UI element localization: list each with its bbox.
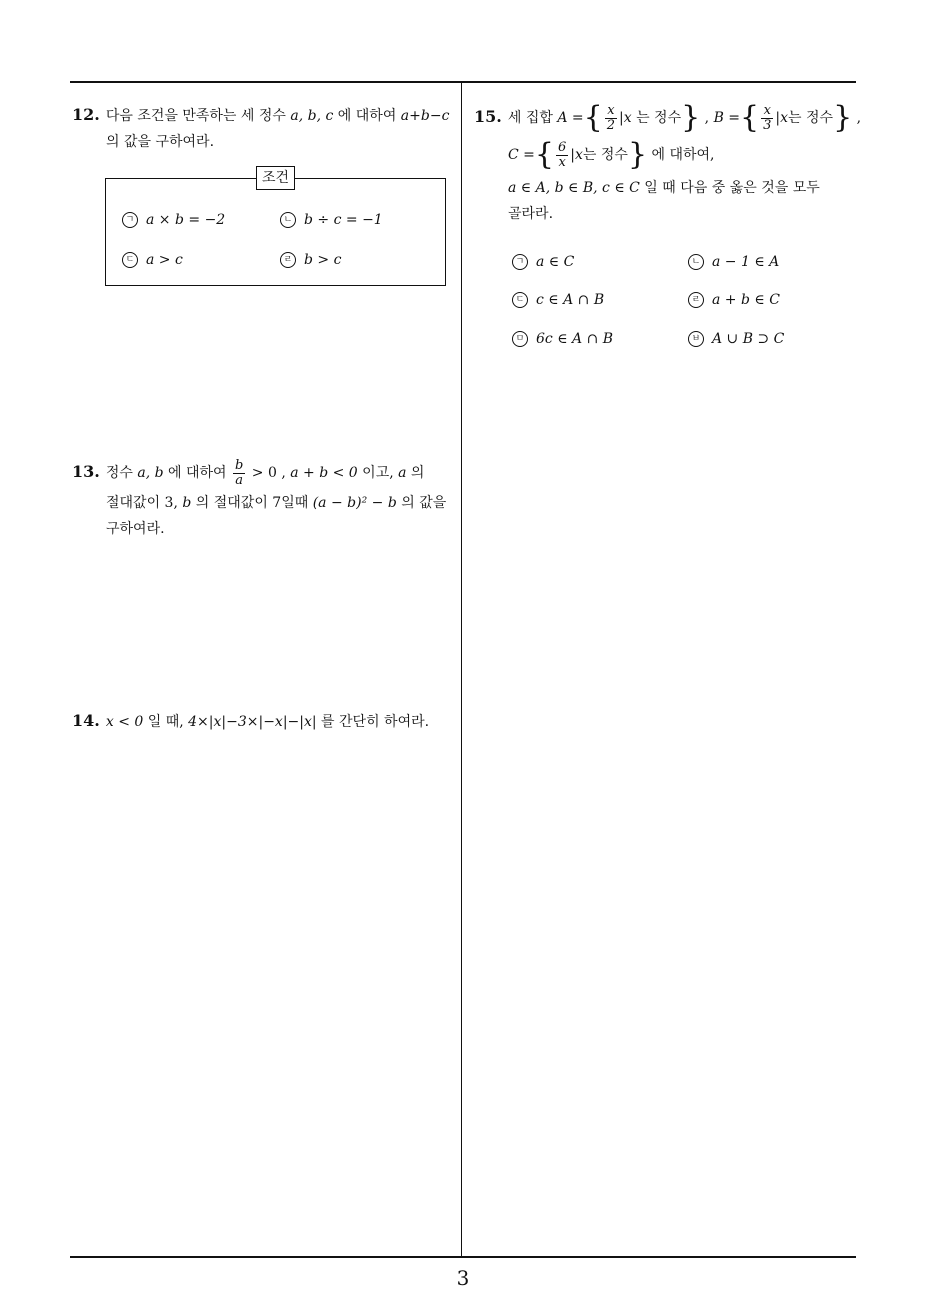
choice-expr: c ∈ A ∩ B	[536, 292, 605, 308]
choice-expr: a − 1 ∈ A	[712, 254, 780, 270]
set-a-label: A =	[557, 110, 584, 126]
problem-number: 14.	[72, 711, 100, 730]
math-var: |x	[570, 147, 583, 163]
choice-expr: 6c ∈ A ∩ B	[536, 331, 614, 347]
math-vars: a, b, c	[290, 108, 334, 124]
fraction	[556, 141, 568, 170]
problem-12	[72, 102, 457, 155]
math-expr: 4×|x|−3×|−x|−|x|	[188, 714, 317, 730]
condition-expr: b ÷ c = −1	[304, 212, 383, 228]
math-var: b	[182, 495, 192, 511]
math-expr: a ∈ A, b ∈ B, c ∈ C	[508, 180, 640, 196]
problem-text: 의 절대값이 7일때	[191, 495, 313, 511]
denominator: a	[235, 472, 244, 488]
choice-expr: A ∪ B ⊃ C	[712, 331, 785, 347]
condition-expr: a × b = −2	[146, 212, 226, 228]
problem-text: 세 집합	[507, 110, 558, 126]
left-brace-icon: {	[740, 100, 760, 135]
problem-text: 정수	[105, 465, 138, 481]
circled-marker: ㄷ	[512, 292, 528, 308]
problem-13	[72, 455, 457, 542]
choice-expr: a + b ∈ C	[712, 292, 780, 308]
problem-text: 골라라.	[508, 206, 554, 222]
condition-item	[280, 210, 383, 230]
problem-text: 절대값이 3,	[106, 495, 183, 511]
column-divider	[461, 82, 462, 1257]
circled-marker: ㄱ	[512, 254, 528, 270]
condition-item	[122, 250, 183, 270]
choice-item	[512, 329, 613, 349]
condition-label: 조건	[256, 166, 295, 190]
numerator: x	[605, 104, 617, 119]
left-brace-icon: {	[583, 100, 603, 135]
fraction	[233, 459, 245, 488]
math-var: |x	[775, 110, 789, 126]
numerator: b	[235, 457, 244, 473]
problem-text: 는 정수	[631, 110, 682, 126]
problem-14	[72, 708, 457, 735]
denominator: x	[558, 154, 566, 170]
circled-marker: ㄷ	[122, 252, 138, 268]
circled-marker: ㄴ	[280, 212, 296, 228]
math-vars: a, b	[137, 465, 164, 481]
math-var: a	[398, 465, 407, 481]
fraction	[605, 104, 617, 133]
condition-expr: b > c	[304, 252, 342, 268]
math-expr: x < 0	[105, 714, 144, 730]
right-brace-icon: }	[681, 100, 701, 135]
bottom-rule	[70, 1256, 856, 1258]
choice-expr: a ∈ C	[536, 254, 575, 270]
math-expr: a+b−c	[400, 108, 450, 124]
problem-text: 구하여라.	[106, 521, 165, 537]
problem-text: 의 값을 구하여라.	[106, 134, 215, 150]
problem-text: ,	[700, 110, 714, 126]
set-b-label: B =	[713, 110, 741, 126]
right-brace-icon: }	[833, 100, 853, 135]
circled-marker: ㅁ	[512, 331, 528, 347]
choice-item	[688, 290, 780, 310]
right-brace-icon: }	[627, 137, 648, 172]
problem-15	[474, 100, 862, 227]
problem-text: 는 정수	[788, 110, 834, 126]
problem-text: 에 대하여,	[647, 147, 715, 163]
problem-text: 에 대하여	[163, 465, 232, 481]
circled-marker: ㄱ	[122, 212, 138, 228]
problem-text: > 0 ,	[247, 465, 291, 481]
condition-item	[280, 250, 341, 270]
denominator: 3	[763, 117, 772, 133]
circled-marker: ㄹ	[688, 292, 704, 308]
problem-text: 의 값을	[396, 495, 447, 511]
math-var: |x	[619, 110, 632, 126]
choice-item	[688, 252, 779, 272]
denominator: 2	[606, 117, 615, 133]
circled-marker: ㄴ	[688, 254, 704, 270]
set-c-label: C =	[508, 147, 535, 163]
choice-item	[512, 252, 574, 272]
problem-number: 12.	[72, 105, 100, 124]
problem-text: 에 대하여	[333, 108, 401, 124]
problem-text: 는 정수	[582, 147, 628, 163]
problem-text: ,	[852, 110, 862, 126]
circled-marker: ㅂ	[688, 331, 704, 347]
problem-text: 일 때,	[143, 714, 189, 730]
problem-text: 를 간단히 하여라.	[316, 714, 430, 730]
math-expr: a + b < 0	[290, 465, 358, 481]
left-brace-icon: {	[534, 137, 554, 172]
page-number: 3	[456, 1266, 470, 1290]
numerator: 6	[558, 139, 567, 155]
problem-text: 다음 조건을 만족하는 세 정수	[105, 108, 291, 124]
numerator: x	[761, 104, 773, 119]
choice-item	[688, 329, 784, 349]
fraction	[761, 104, 773, 133]
top-rule	[70, 81, 856, 83]
math-expr: (a − b)² − b	[312, 495, 397, 511]
problem-number: 13.	[72, 462, 100, 481]
problem-number: 15.	[474, 107, 502, 126]
problem-text: 일 때 다음 중 옳은 것을 모두	[639, 180, 820, 196]
problem-text: 의	[406, 465, 425, 481]
condition-item	[122, 210, 225, 230]
choice-item	[512, 290, 604, 310]
condition-expr: a > c	[146, 252, 183, 268]
problem-text: 이고,	[357, 465, 399, 481]
circled-marker: ㄹ	[280, 252, 296, 268]
